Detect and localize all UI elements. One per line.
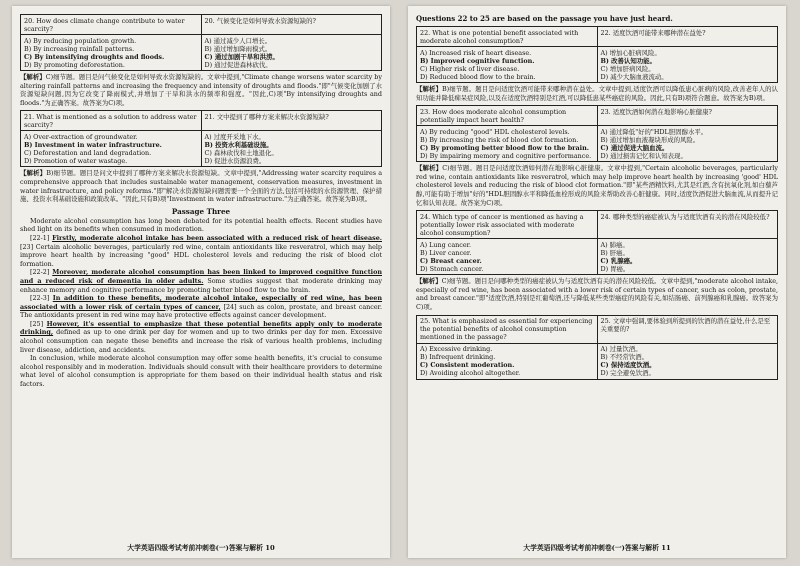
question-25-table [416, 315, 778, 380]
q24-zh-d: D) 胃癌。 [600, 264, 630, 273]
q20-opt-d: D) By promoting deforestation. [24, 60, 125, 69]
left-content [20, 14, 382, 389]
passage-paragraph [20, 217, 382, 234]
q21-options-en [21, 131, 202, 167]
passage-title: Passage Three [171, 206, 231, 216]
q21-zh-d: D) 促进水资源浪费。 [204, 156, 266, 165]
exp23-text: C)细节题。题目是问适度饮酒如何潜在地影响心脏健康。文章中提到,"Certain alcoholic beverages, particularly red wine, contain antioxidants like resveratrol, which may help improve heart health by increasing 'good' HDL cholesterol levels and reducing the risk of blood clot formation."即"某些酒精饮料,尤其是红酒,含有抗氧化剂,如白藜芦醇,可能有助于增加"好的"HDL胆固醇水平和降低血栓形成的风险来帮助改善心脏健康。同时,适度饮酒促进大脑血流,从而提升记忆和认知表现。故答案为C)项。 [416, 164, 778, 207]
q24-zh-b: B) 肝癌。 [600, 248, 629, 257]
exp21-text: B)细节题。题目是问文中提到了哪种方案来解决水资源短缺。文章中提到,"Addressing water scarcity requires a comprehensive approach that includes sustainable water management, conservation measures, investment in water infrastructure, and policy reforms."即"解决水资源短缺问题需要一个全面的方法,包括可持续的水资源管理、保护措施、投资水利基础设施和政策改革。"因此,只有B)项"Investment in water infrastructure."为正确答案。故答案为B)项。 [20, 169, 383, 204]
explanation-21 [20, 169, 382, 203]
q25-zh-c: C) 保持适度饮酒。 [600, 361, 656, 370]
q23-opt-a: A) By reducing "good" HDL cholesterol levels. [420, 127, 570, 136]
q23-options-en [417, 126, 598, 162]
q20-opt-a: A) By reducing population growth. [24, 36, 137, 45]
q21-opt-d: D) Promotion of water wastage. [24, 156, 128, 165]
q25-options-en [417, 343, 598, 379]
q23-opt-d: D) By impairing memory and cognitive performance. [420, 151, 592, 160]
passage-text: Some studies suggest that moderate drinking may enhance memory and cognitive performance by promoting better blood flow to the brain. [20, 276, 382, 294]
question-22-table [416, 26, 778, 83]
q25-opt-c: C) Consistent moderation. [420, 361, 515, 370]
passage-text: [23] Certain alcoholic beverages, particularly red wine, contain antioxidants like resveratrol, which may help improve heart health by increasing "good" HDL cholesterol levels and reducing the risk of blood clot formation. [20, 242, 382, 268]
question-21-table [20, 110, 382, 167]
exp22-text: B)细节题。题目是问适度饮酒可能带来哪种潜在益处。文章中提到,适度饮酒可以降低患心脏病的风险,改善老年人的认知功能并降低痴呆症风险,以及在适度饮酒特别是红酒,可以降低患某些癌症的风险。因此,只有B)项符合题意。故答案为B)项。 [416, 85, 779, 102]
q22-options-en [417, 47, 598, 83]
q23-zh-d: D) 通过损害记忆和认知表现。 [600, 151, 687, 160]
passage-text: defined as up to one drink per day for women and up to two drinks per day for men. Excessive alcohol consumption can negate these benefits and increase the risk of various health problems, including liver disease, addiction, and accidents. [20, 328, 382, 354]
q25-zh-a: A) 过量饮酒。 [600, 345, 642, 354]
q21-opt-c: C) Deforestation and land degradation. [24, 148, 152, 157]
right-page [408, 6, 786, 558]
question-20-table [20, 14, 382, 71]
passage-paragraph [20, 234, 382, 268]
explanation-23 [416, 164, 778, 207]
q20-en: 20. How does climate change contribute to water scarcity? [21, 15, 202, 35]
q25-opt-b: B) Infrequent drinking. [420, 353, 496, 362]
q24-zh-a: A) 肺癌。 [600, 240, 629, 249]
passage-paragraph [20, 320, 382, 354]
q25-zh-d: D) 完全避免饮酒。 [600, 369, 655, 378]
q21-zh-b: B) 投资水利基础设施。 [204, 140, 273, 149]
passage-text: [22-2] [30, 268, 53, 277]
explanation-24 [416, 277, 778, 311]
passage-text: [22-1] [30, 233, 53, 242]
passage-paragraph [20, 268, 382, 294]
q22-opt-a: A) Increased risk of heart disease. [420, 48, 532, 57]
section-header: Questions 22 to 25 are based on the passage you have just heard. [416, 14, 673, 23]
q24-zh-c: C) 乳腺癌。 [600, 256, 637, 265]
q21-options-zh [201, 131, 382, 167]
q21-opt-a: A) Over-extraction of groundwater. [24, 132, 138, 141]
q23-options-zh [597, 126, 778, 162]
exp22-tag: 【解析】 [416, 85, 442, 93]
q20-zh-a: A) 通过减少人口增长。 [204, 36, 272, 45]
passage-text: [25] [30, 319, 47, 328]
q24-options-zh [597, 239, 778, 275]
right-footer: 大学英语四级考试考前冲刺卷(一)答案与解析 11 [523, 544, 671, 552]
q20-zh-c: C) 通过加剧干旱和洪涝。 [204, 52, 279, 61]
q20-zh: 20. 气候变化是如何导致水资源短缺的? [201, 15, 382, 35]
passage-text: [24] such as colon, prostate, and breast cancer. The antioxidants present in red wine may have protective effects against cancer development. [20, 302, 382, 320]
passage-underlined: Firstly, moderate alcohol intake has been associated with a reduced risk of heart disease. [52, 233, 382, 242]
q23-zh-b: B) 通过增加血液凝块形成的风险。 [600, 135, 700, 144]
q23-zh-a: A) 通过降低"好的"HDL胆固醇水平。 [600, 127, 708, 136]
q25-zh: 25. 文章中强调,要体验到所提到的饮酒的潜在益处,什么是至关重要的? [597, 315, 778, 343]
q22-zh-d: D) 减少大脑血液流动。 [600, 72, 668, 81]
q22-zh: 22. 适度饮酒可能带来哪种潜在益处? [597, 27, 778, 47]
exp20-tag: 【解析】 [20, 73, 46, 81]
q25-zh-b: B) 不经常饮酒。 [600, 353, 649, 362]
exp20-text: C)细节题。题目是问气候变化是如何导致水资源短缺的。文章中提到,"Climate change worsens water scarcity by altering rainfall patterns and increasing the frequency and intensity of droughts and floods."即"气候变化加剧了水资源短缺问题,因为它改变了降雨模式,并增加了干旱和洪水的频率和强度。"因此,C)项"By intensifying droughts and floods."为正确答案。故答案为C)项。 [20, 73, 382, 107]
passage-text: Moderate alcohol consumption has long been debated for its potential health effects. Recent studies have shed light on its benefits when consumed in moderation. [20, 216, 382, 234]
q24-opt-b: B) Liver cancer. [420, 248, 472, 257]
q22-opt-d: D) Reduced blood flow to the brain. [420, 72, 536, 81]
q22-zh-a: A) 增加心脏病风险。 [600, 48, 661, 57]
passage-text: [22-3] [30, 294, 53, 303]
q22-zh-c: C) 增加肝病风险。 [600, 64, 655, 73]
passage-paragraph [20, 354, 382, 388]
q20-options-en [21, 35, 202, 71]
q21-opt-b: B) Investment in water infrastructure. [24, 140, 162, 149]
q24-opt-c: C) Breast cancer. [420, 256, 482, 265]
q25-options-zh [597, 343, 778, 379]
question-23-table [416, 105, 778, 162]
exp24-tag: 【解析】 [416, 277, 442, 286]
q22-opt-c: C) Higher risk of liver disease. [420, 64, 520, 73]
q24-options-en [417, 239, 598, 275]
passage-text: In conclusion, while moderate alcohol consumption may offer some health benefits, it's crucial to consume alcohol responsibly and in moderation. Individuals should consult with their healthcare providers to determine what level of alcohol consumption is appropriate for them based on their individual health status and risk factors. [20, 354, 382, 389]
left-footer: 大学英语四级考试考前冲刺卷(一)答案与解析 10 [127, 544, 275, 552]
q23-zh-c: C) 通过促进大脑血流。 [600, 143, 669, 152]
q24-opt-d: D) Stomach cancer. [420, 264, 484, 273]
q25-en: 25. What is emphasized as essential for experiencing the potential benefits of alcohol consumption mentioned in the passage? [417, 315, 598, 343]
q24-zh: 24. 哪种类型的癌症被认为与适度饮酒有关的潜在风险较低? [597, 211, 778, 239]
q22-options-zh [597, 47, 778, 83]
q23-en: 23. How does moderate alcohol consumption potentially impact heart health? [417, 106, 598, 126]
q21-zh-a: A) 过度开采地下水。 [204, 132, 265, 141]
right-content [416, 14, 778, 380]
q22-opt-b: B) Improved cognitive function. [420, 56, 535, 65]
q20-opt-c: C) By intensifying droughts and floods. [24, 52, 165, 61]
q20-options-zh [201, 35, 382, 71]
q24-en: 24. Which type of cancer is mentioned as having a potentially lower risk associated with moderate alcohol consumption? [417, 211, 598, 239]
q25-opt-a: A) Excessive drinking. [420, 345, 493, 354]
q21-zh: 21. 文中提到了哪种方案来解决水资源短缺? [201, 111, 382, 131]
q25-opt-d: D) Avoiding alcohol altogether. [420, 369, 521, 378]
q21-en: 21. What is mentioned as a solution to address water scarcity? [21, 111, 202, 131]
q24-opt-a: A) Lung cancer. [420, 240, 471, 249]
passage-body [20, 217, 382, 389]
q23-opt-c: C) By promoting better blood flow to the brain. [420, 143, 589, 152]
q23-opt-b: B) By increasing the risk of blood clot formation. [420, 135, 579, 144]
passage-underlined: However, it's essential to emphasize that these potential benefits apply only to moderate drinking, [20, 319, 382, 337]
question-24-table [416, 210, 778, 275]
left-page [12, 6, 390, 558]
explanation-22 [416, 85, 778, 102]
passage-paragraph [20, 294, 382, 320]
q21-zh-c: C) 森林砍伐和土地退化。 [204, 148, 278, 157]
q20-zh-b: B) 通过增加降雨模式。 [204, 44, 272, 53]
exp23-tag: 【解析】 [416, 164, 443, 173]
q22-en: 22. What is one potential benefit associated with moderate alcohol consumption? [417, 27, 598, 47]
explanation-20 [20, 73, 382, 107]
q20-opt-b: B) By increasing rainfall patterns. [24, 44, 135, 53]
q22-zh-b: B) 改善认知功能。 [600, 56, 656, 65]
q20-zh-d: D) 通过促进森林砍伐。 [204, 60, 272, 69]
q23-zh: 23. 适度饮酒如何潜在地影响心脏健康? [597, 106, 778, 126]
exp21-tag: 【解析】 [20, 169, 47, 178]
exp24-text: C)细节题。题目是问哪种类型的癌症被认为与适度饮酒有关的潜在风险较低。文章中提到,"moderate alcohol intake, especially of red wine, has been associated with a lower risk of certain types of cancer, such as colon, prostate, and breast cancer."即"适度饮酒,特别是红葡萄酒,还与降低某些类型癌症的风险有关,如结肠癌、前列腺癌和乳腺癌。故答案为C)项。 [416, 277, 779, 311]
passage-underlined: In addition to these benefits, moderate alcohol intake, especially of red wine, has been associated with a lower risk of certain types of cancer, [20, 294, 382, 311]
passage-underlined: Moreover, moderate alcohol consumption has been linked to improved cognitive function and a reduced risk of dementia in older adults. [20, 268, 382, 285]
